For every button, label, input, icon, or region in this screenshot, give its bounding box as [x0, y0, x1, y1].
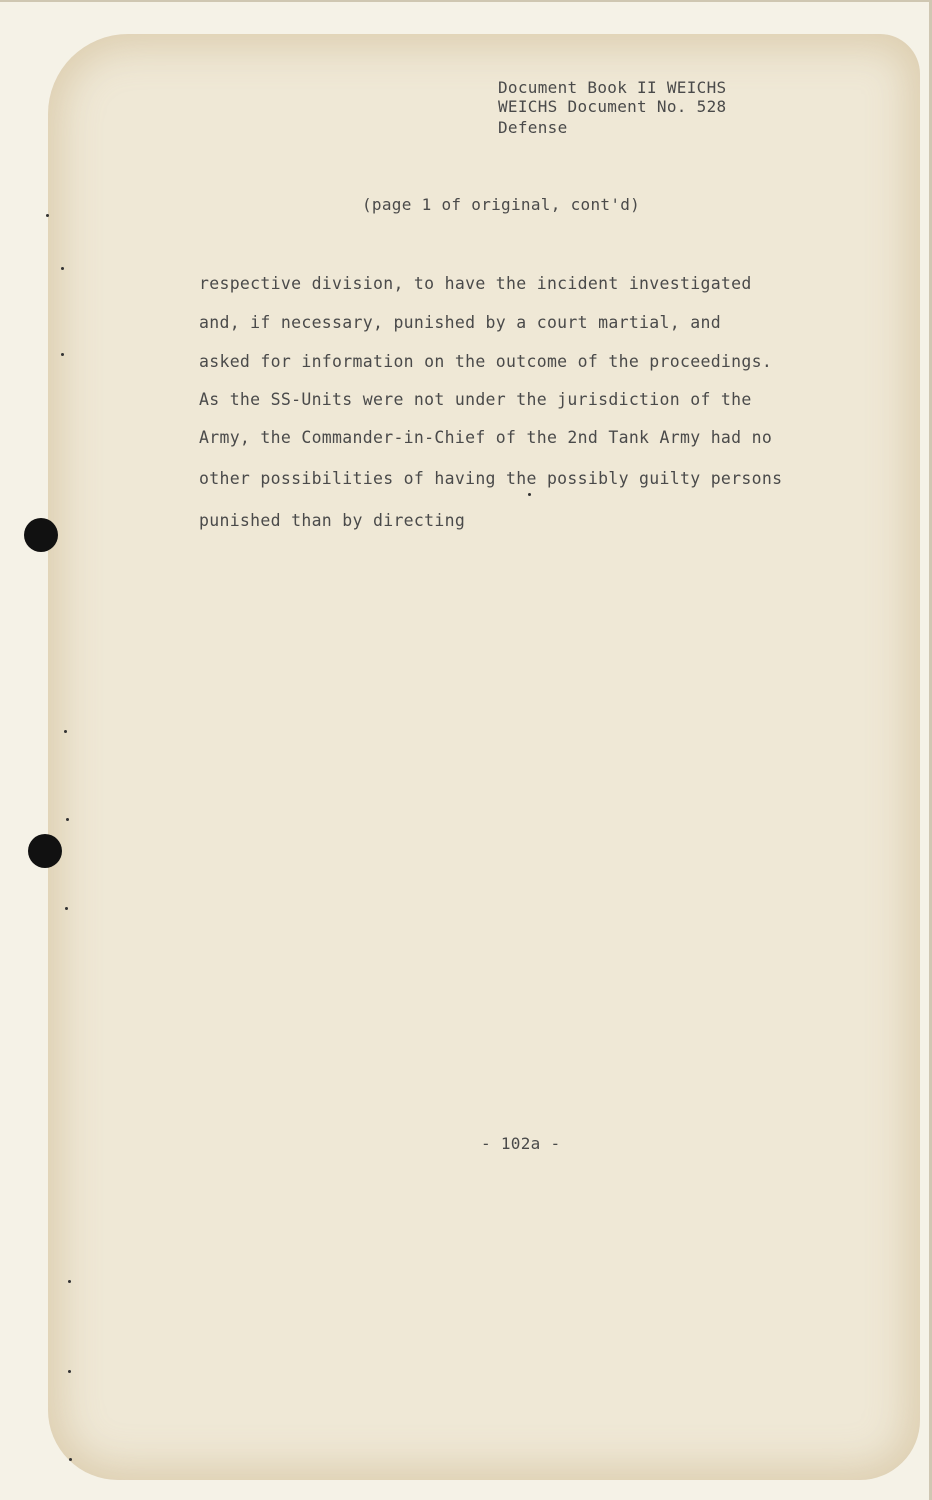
margin-speck — [65, 907, 68, 910]
punch-hole — [24, 518, 58, 552]
margin-speck — [69, 1458, 72, 1461]
page-edge-top — [0, 0, 932, 2]
body-text-line: asked for information on the outcome of the proceedings. — [199, 352, 773, 371]
margin-speck — [68, 1280, 71, 1283]
body-text-line: other possibilities of having the possibly guilty persons — [199, 469, 783, 488]
body-text-line: punished than by directing — [199, 511, 466, 530]
punch-hole — [28, 834, 62, 868]
document-number: WEICHS Document No. 528 — [498, 97, 727, 116]
body-text-line: respective division, to have the incident investigated — [199, 274, 752, 293]
margin-speck — [64, 730, 67, 733]
margin-speck — [68, 1370, 71, 1373]
page-number: - 102a - — [481, 1134, 561, 1153]
margin-speck — [66, 818, 69, 821]
body-text-line: and, if necessary, punished by a court martial, and — [199, 313, 721, 332]
document-book-reference: Document Book II WEICHS — [498, 78, 727, 97]
page-continuation-note: (page 1 of original, cont'd) — [362, 195, 641, 214]
body-text-line: As the SS-Units were not under the jurisdiction of the — [199, 390, 752, 409]
aged-paper — [48, 34, 920, 1480]
margin-speck — [528, 493, 531, 496]
margin-speck — [61, 267, 64, 270]
body-text-line: Army, the Commander-in-Chief of the 2nd Tank Army had no — [199, 428, 773, 447]
margin-speck — [46, 214, 49, 217]
margin-speck — [61, 353, 64, 356]
document-party: Defense — [498, 118, 568, 137]
